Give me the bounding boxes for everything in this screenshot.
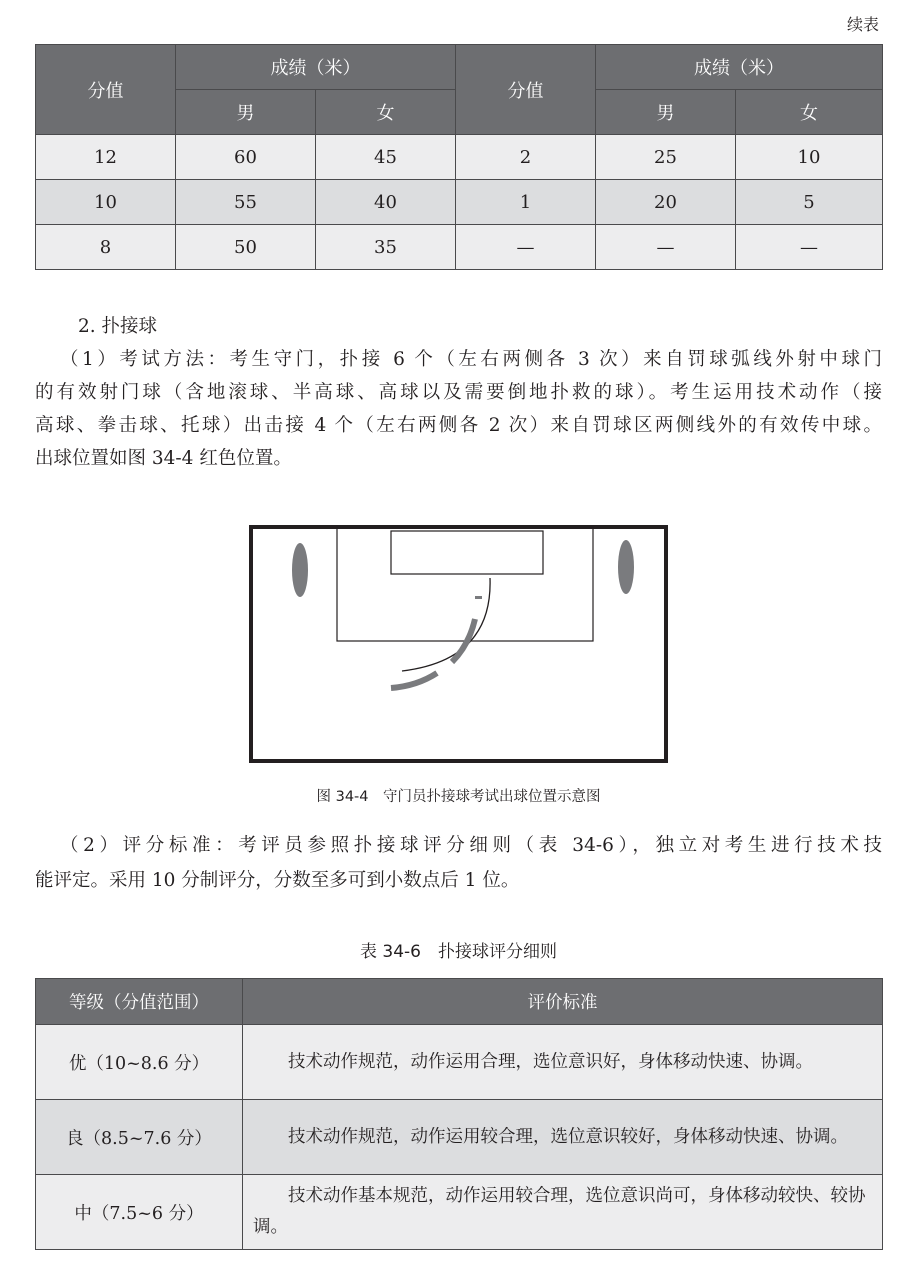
ball-position-dash — [475, 596, 482, 599]
cell: 10 — [736, 135, 883, 180]
table-row — [36, 225, 883, 270]
criteria-cell: 技术动作规范，动作运用合理，选位意识好，身体移动快速、协调。 — [243, 1025, 883, 1100]
header-grade: 等级（分值范围） — [36, 979, 243, 1025]
grade-cell: 良（8.5~7.6 分） — [36, 1100, 243, 1175]
cell: 35 — [316, 225, 456, 270]
cell: 55 — [176, 180, 316, 225]
cell: 1 — [456, 180, 596, 225]
table-row — [36, 1175, 883, 1250]
ball-position-marker-right — [618, 540, 634, 594]
cell: 25 — [596, 135, 736, 180]
cell: 60 — [176, 135, 316, 180]
header-female: 女 — [316, 90, 456, 135]
header-result: 成绩（米） — [176, 45, 456, 90]
score-table — [35, 44, 883, 270]
table-row — [36, 1025, 883, 1100]
paragraph-line: （2）评分标准：考评员参照扑接球评分细则（表 34-6），独立对考生进行技术技 — [60, 835, 882, 856]
grade-cell: 优（10~8.6 分） — [36, 1025, 243, 1100]
cell: — — [456, 225, 596, 270]
criteria-cell: 技术动作规范，动作运用较合理，选位意识较好，身体移动快速、协调。 — [243, 1100, 883, 1175]
cell: 12 — [36, 135, 176, 180]
scoring-rules-table — [35, 978, 883, 1250]
figure-caption: 图 34-4 守门员扑接球考试出球位置示意图 — [316, 789, 601, 805]
cell: 40 — [316, 180, 456, 225]
cell: 10 — [36, 180, 176, 225]
cell: 8 — [36, 225, 176, 270]
header-criteria: 评价标准 — [243, 979, 883, 1025]
cell: 20 — [596, 180, 736, 225]
paragraph-line: 高球、拳击球、托球）出击接 4 个（左右两侧各 2 次）来自罚球区两侧线外的有效传中球。 — [35, 415, 882, 436]
paragraph-line: 能评定。采用 10 分制评分，分数至多可到小数点后 1 位。 — [35, 870, 520, 891]
ball-position-marker-left — [292, 543, 308, 597]
cell: 45 — [316, 135, 456, 180]
continued-label: 续表 — [846, 15, 879, 34]
header-male: 男 — [596, 90, 736, 135]
header-score: 分值 — [456, 45, 596, 135]
paragraph-line: （1）考试方法：考生守门，扑接 6 个（左右两侧各 3 次）来自罚球弧线外射中球门 — [60, 349, 882, 370]
goalkeeper-diagram — [245, 520, 675, 770]
table-title: 表 34-6 扑接球评分细则 — [360, 942, 557, 962]
paragraph-line: 出球位置如图 34-4 红色位置。 — [35, 448, 292, 469]
header-score: 分值 — [36, 45, 176, 135]
table-row — [36, 180, 883, 225]
field-border — [251, 527, 666, 761]
cell: 5 — [736, 180, 883, 225]
cell: 2 — [456, 135, 596, 180]
paragraph-line: 的有效射门球（含地滚球、半高球、高球以及需要倒地扑救的球）。考生运用技术动作（接 — [35, 382, 882, 403]
cell: — — [736, 225, 883, 270]
grade-cell: 中（7.5~6 分） — [36, 1175, 243, 1250]
cell: 50 — [176, 225, 316, 270]
cell: — — [596, 225, 736, 270]
header-result: 成绩（米） — [596, 45, 883, 90]
header-male: 男 — [176, 90, 316, 135]
table-row — [36, 135, 883, 180]
header-female: 女 — [736, 90, 883, 135]
criteria-cell: 技术动作基本规范，动作运用较合理，选位意识尚可，身体移动较快、较协调。 — [243, 1175, 883, 1250]
section-heading: 2. 扑接球 — [78, 316, 158, 337]
table-row — [36, 1100, 883, 1175]
